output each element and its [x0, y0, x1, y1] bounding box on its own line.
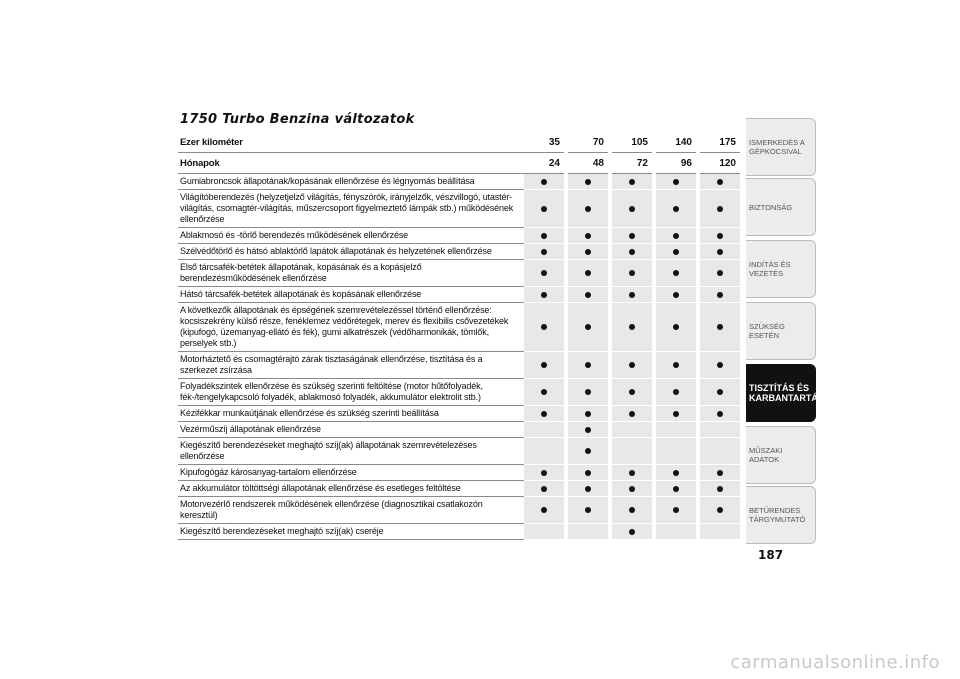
- maintenance-item-text: Hátsó tárcsafék-betétek állapotának és kopásának ellenőrzése: [178, 287, 524, 303]
- interval-cell: [612, 481, 652, 497]
- km-header-value: 105: [612, 132, 652, 153]
- check-dot-icon: [585, 292, 591, 298]
- check-dot-icon: [585, 486, 591, 492]
- interval-cell: [568, 497, 608, 524]
- km-header-label: Ezer kilométer: [178, 132, 524, 153]
- maintenance-item-text: Ablakmosó és -törlő berendezés működésének ellenőrzése: [178, 228, 524, 244]
- interval-cell: [524, 228, 564, 244]
- interval-cell: [568, 303, 608, 352]
- check-dot-icon: [541, 179, 547, 185]
- interval-cell: [700, 465, 740, 481]
- check-dot-icon: [541, 486, 547, 492]
- watermark: carmanualsonline.info: [730, 652, 940, 673]
- check-dot-icon: [629, 529, 635, 535]
- maintenance-row: [178, 497, 740, 524]
- interval-cell: [568, 406, 608, 422]
- check-dot-icon: [673, 206, 679, 212]
- chapter-tab[interactable]: [746, 118, 816, 176]
- check-dot-icon: [629, 292, 635, 298]
- interval-cell: [612, 260, 652, 287]
- interval-cell: [656, 190, 696, 228]
- check-dot-icon: [717, 389, 723, 395]
- check-dot-icon: [717, 411, 723, 417]
- months-header-value: 120: [700, 153, 740, 174]
- interval-cell: [612, 287, 652, 303]
- interval-cell: [568, 481, 608, 497]
- maintenance-item-text: Motorháztető és csomagtérajtó zárak tisztaságának ellenőrzése, tisztítása és a szerkezet zsírzása: [178, 352, 524, 379]
- maintenance-row: [178, 406, 740, 422]
- interval-cell: [568, 379, 608, 406]
- check-dot-icon: [673, 411, 679, 417]
- months-header-row: [178, 153, 740, 174]
- check-dot-icon: [629, 179, 635, 185]
- km-header-row: [178, 132, 740, 153]
- maintenance-item-text: Folyadékszintek ellenőrzése és szükség szerinti feltöltése (motor hűtőfolyadék, fék-/tengelykapcsoló folyadék, ablakmosó folyadék, akkumulátor elektrolit stb.): [178, 379, 524, 406]
- maintenance-row: [178, 287, 740, 303]
- check-dot-icon: [629, 389, 635, 395]
- check-dot-icon: [717, 206, 723, 212]
- maintenance-row: [178, 422, 740, 438]
- maintenance-item-text: Az akkumulátor töltöttségi állapotának ellenőrzése és esetleges feltöltése: [178, 481, 524, 497]
- check-dot-icon: [585, 270, 591, 276]
- check-dot-icon: [541, 324, 547, 330]
- interval-cell: [700, 379, 740, 406]
- interval-cell: [700, 481, 740, 497]
- check-dot-icon: [717, 362, 723, 368]
- interval-cell: [524, 244, 564, 260]
- interval-cell: [612, 303, 652, 352]
- maintenance-row: [178, 352, 740, 379]
- interval-cell: [612, 228, 652, 244]
- chapter-tab[interactable]: [746, 178, 816, 236]
- check-dot-icon: [541, 233, 547, 239]
- interval-cell: [700, 244, 740, 260]
- maintenance-item-text: Első tárcsafék-betétek állapotának, kopásának és a kopásjelző berendezésműködésének ellenőrzése: [178, 260, 524, 287]
- check-dot-icon: [717, 292, 723, 298]
- check-dot-icon: [585, 411, 591, 417]
- check-dot-icon: [585, 448, 591, 454]
- interval-cell: [700, 497, 740, 524]
- maintenance-item-text: Kipufogógáz károsanyag-tartalom ellenőrzése: [178, 465, 524, 481]
- interval-cell: [568, 174, 608, 190]
- maintenance-row: [178, 303, 740, 352]
- maintenance-row: [178, 228, 740, 244]
- check-dot-icon: [717, 324, 723, 330]
- check-dot-icon: [673, 270, 679, 276]
- maintenance-row: [178, 438, 740, 465]
- interval-cell: [656, 438, 696, 465]
- interval-cell: [568, 228, 608, 244]
- check-dot-icon: [717, 233, 723, 239]
- interval-cell: [612, 190, 652, 228]
- check-dot-icon: [541, 470, 547, 476]
- interval-cell: [568, 465, 608, 481]
- check-dot-icon: [673, 233, 679, 239]
- interval-cell: [524, 524, 564, 540]
- check-dot-icon: [541, 362, 547, 368]
- maintenance-item-text: Vezérműszíj állapotának ellenőrzése: [178, 422, 524, 438]
- interval-cell: [656, 524, 696, 540]
- check-dot-icon: [585, 249, 591, 255]
- maintenance-item-text: Motorvezérlő rendszerek működésének ellenőrzése (diagnosztikai csatlakozón keresztül): [178, 497, 524, 524]
- interval-cell: [568, 438, 608, 465]
- check-dot-icon: [629, 233, 635, 239]
- interval-cell: [700, 438, 740, 465]
- interval-cell: [612, 422, 652, 438]
- interval-cell: [656, 228, 696, 244]
- km-header-value: 70: [568, 132, 608, 153]
- interval-cell: [612, 465, 652, 481]
- interval-cell: [612, 497, 652, 524]
- interval-cell: [656, 260, 696, 287]
- interval-cell: [700, 406, 740, 422]
- interval-cell: [568, 352, 608, 379]
- check-dot-icon: [585, 324, 591, 330]
- km-header-value: 35: [524, 132, 564, 153]
- interval-cell: [700, 260, 740, 287]
- interval-cell: [612, 438, 652, 465]
- interval-cell: [524, 465, 564, 481]
- maintenance-item-text: Kiegészítő berendezéseket meghajtó szíj(ak) állapotának szemrevételezéses ellenőrzése: [178, 438, 524, 465]
- check-dot-icon: [629, 470, 635, 476]
- maintenance-item-text: A következők állapotának és épségének szemrevételezéssel történő ellenőrzése: kocsiszekrény külső része, fenéklemez védőrétegek, merev és flexibilis csővezetékek (kipufogó, üzemanyag-ellátó és fék), gumi alkatrészek (védőharmonikák, tömlők, perselyek stb.): [178, 303, 524, 352]
- interval-cell: [568, 190, 608, 228]
- check-dot-icon: [673, 389, 679, 395]
- interval-cell: [656, 287, 696, 303]
- interval-cell: [612, 379, 652, 406]
- interval-cell: [524, 352, 564, 379]
- interval-cell: [656, 244, 696, 260]
- interval-cell: [700, 287, 740, 303]
- check-dot-icon: [629, 206, 635, 212]
- interval-cell: [524, 174, 564, 190]
- check-dot-icon: [585, 470, 591, 476]
- interval-cell: [700, 228, 740, 244]
- check-dot-icon: [629, 362, 635, 368]
- check-dot-icon: [717, 470, 723, 476]
- interval-cell: [524, 422, 564, 438]
- maintenance-row: [178, 244, 740, 260]
- interval-cell: [568, 244, 608, 260]
- interval-cell: [656, 481, 696, 497]
- check-dot-icon: [629, 411, 635, 417]
- interval-cell: [700, 352, 740, 379]
- check-dot-icon: [629, 324, 635, 330]
- check-dot-icon: [585, 179, 591, 185]
- chapter-tab[interactable]: [746, 240, 816, 298]
- check-dot-icon: [541, 411, 547, 417]
- interval-cell: [524, 406, 564, 422]
- months-header-value: 72: [612, 153, 652, 174]
- chapter-tab-label: BIZTONSÁG: [749, 202, 793, 212]
- check-dot-icon: [673, 324, 679, 330]
- check-dot-icon: [541, 292, 547, 298]
- check-dot-icon: [673, 249, 679, 255]
- interval-cell: [524, 481, 564, 497]
- maintenance-row: [178, 260, 740, 287]
- check-dot-icon: [717, 507, 723, 513]
- interval-cell: [656, 352, 696, 379]
- maintenance-row: [178, 481, 740, 497]
- check-dot-icon: [673, 507, 679, 513]
- maintenance-item-text: Világítóberendezés (helyzetjelző világítás, fényszórók, irányjelzők, vészvillogó, utastér-világítás, csomagtér-világítás, műszercsoport figyelmeztető lámpák stb.) működésének ellenőrzése: [178, 190, 524, 228]
- interval-cell: [612, 524, 652, 540]
- interval-cell: [656, 406, 696, 422]
- check-dot-icon: [717, 270, 723, 276]
- interval-cell: [656, 303, 696, 352]
- interval-cell: [568, 422, 608, 438]
- check-dot-icon: [541, 206, 547, 212]
- interval-cell: [612, 352, 652, 379]
- maintenance-table: [178, 132, 740, 540]
- check-dot-icon: [585, 233, 591, 239]
- check-dot-icon: [585, 362, 591, 368]
- interval-cell: [700, 524, 740, 540]
- check-dot-icon: [629, 486, 635, 492]
- maintenance-row: [178, 174, 740, 190]
- interval-cell: [700, 174, 740, 190]
- interval-cell: [524, 303, 564, 352]
- interval-cell: [524, 287, 564, 303]
- check-dot-icon: [717, 179, 723, 185]
- check-dot-icon: [541, 249, 547, 255]
- chapter-tab-label: SZÜKSÉG ESETÉN: [749, 322, 785, 340]
- page-title: 1750 Turbo Benzina változatok: [180, 112, 415, 127]
- check-dot-icon: [585, 389, 591, 395]
- check-dot-icon: [585, 507, 591, 513]
- chapter-tab[interactable]: [746, 426, 816, 484]
- maintenance-row: [178, 190, 740, 228]
- interval-cell: [612, 244, 652, 260]
- months-header-label: Hónapok: [178, 153, 524, 174]
- check-dot-icon: [629, 249, 635, 255]
- interval-cell: [700, 303, 740, 352]
- interval-cell: [568, 524, 608, 540]
- interval-cell: [656, 497, 696, 524]
- chapter-tab-label: TISZTÍTÁS ÉS KARBANTARTÁS: [749, 383, 824, 403]
- chapter-tab[interactable]: [746, 486, 816, 544]
- interval-cell: [568, 287, 608, 303]
- chapter-tab-label: INDÍTÁS ÉS VEZETÉS: [749, 260, 791, 278]
- interval-cell: [656, 174, 696, 190]
- check-dot-icon: [541, 270, 547, 276]
- check-dot-icon: [673, 486, 679, 492]
- page-number: 187: [758, 548, 784, 562]
- check-dot-icon: [629, 270, 635, 276]
- interval-cell: [568, 260, 608, 287]
- months-header-value: 48: [568, 153, 608, 174]
- maintenance-item-text: Kiegészítő berendezéseket meghajtó szíj(ak) cseréje: [178, 524, 524, 540]
- interval-cell: [656, 465, 696, 481]
- chapter-tab-label: BETŰRENDES TÁRGYMUTATÓ: [749, 506, 806, 524]
- chapter-tab[interactable]: [746, 364, 824, 422]
- interval-cell: [612, 174, 652, 190]
- check-dot-icon: [673, 179, 679, 185]
- chapter-tab[interactable]: [746, 302, 816, 360]
- maintenance-item-text: Gumiabroncsok állapotának/kopásának ellenőrzése és légnyomás beállítása: [178, 174, 524, 190]
- interval-cell: [656, 379, 696, 406]
- check-dot-icon: [673, 362, 679, 368]
- check-dot-icon: [717, 249, 723, 255]
- check-dot-icon: [629, 507, 635, 513]
- interval-cell: [524, 438, 564, 465]
- maintenance-row: [178, 465, 740, 481]
- maintenance-item-text: Szélvédőtörlő és hátsó ablaktörlő lapátok állapotának és helyzetének ellenőrzése: [178, 244, 524, 260]
- interval-cell: [700, 190, 740, 228]
- chapter-tab-label: MŰSZAKI ADATOK: [749, 446, 783, 464]
- chapter-tab-label: ISMERKEDÉS A GÉPKOCSIVAL: [749, 138, 805, 156]
- check-dot-icon: [717, 486, 723, 492]
- interval-cell: [612, 406, 652, 422]
- maintenance-row: [178, 379, 740, 406]
- interval-cell: [524, 379, 564, 406]
- interval-cell: [656, 422, 696, 438]
- check-dot-icon: [673, 470, 679, 476]
- maintenance-row: [178, 524, 740, 540]
- check-dot-icon: [673, 292, 679, 298]
- months-header-value: 24: [524, 153, 564, 174]
- check-dot-icon: [585, 427, 591, 433]
- check-dot-icon: [585, 206, 591, 212]
- check-dot-icon: [541, 507, 547, 513]
- months-header-value: 96: [656, 153, 696, 174]
- km-header-value: 175: [700, 132, 740, 153]
- maintenance-item-text: Kézifékkar munkaútjának ellenőrzése és szükség szerinti beállítása: [178, 406, 524, 422]
- interval-cell: [524, 497, 564, 524]
- check-dot-icon: [541, 389, 547, 395]
- interval-cell: [700, 422, 740, 438]
- interval-cell: [524, 190, 564, 228]
- km-header-value: 140: [656, 132, 696, 153]
- interval-cell: [524, 260, 564, 287]
